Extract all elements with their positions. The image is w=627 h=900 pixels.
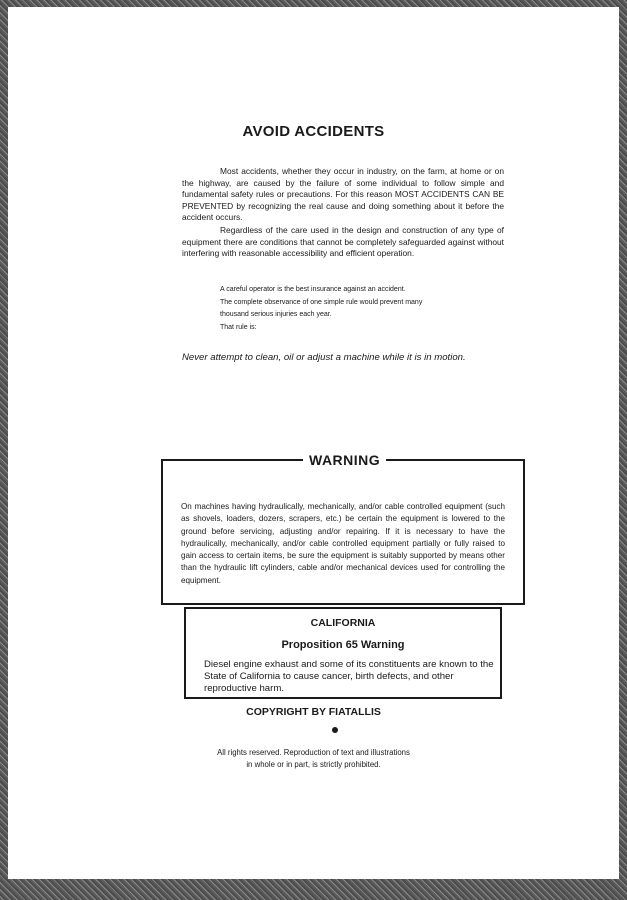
safety-quote	[220, 284, 480, 335]
paragraph-text: Most accidents, whether they occur in industry, on the farm, at home or on the highway, are caused by the failure of some individual to follow simple and fundamental safety rules or precautions. For this reason MOST ACCIDENTS CAN BE PREVENTED by recognizing the real cause and doing something about it before the accident occurs.	[182, 166, 504, 222]
quote-line: The complete observance of one simple rule would prevent many	[220, 298, 423, 306]
paragraph-text: Regardless of the care used in the design and construction of any type of equipment there are conditions that cannot be completely safeguarded against without interfering with reasonable accessibility and efficient operation.	[182, 225, 504, 258]
quote-line: That rule is:	[220, 324, 257, 332]
document-page	[8, 7, 619, 879]
safety-rule: Never attempt to clean, oil or adjust a machine while it is in motion.	[182, 352, 466, 363]
page-title: AVOID ACCIDENTS	[242, 123, 385, 140]
rights-line: All rights reserved. Reproduction of text and illustrations	[217, 748, 410, 757]
rights-line: in whole or in part, is strictly prohibited.	[246, 759, 381, 769]
california-title: CALIFORNIA	[310, 617, 376, 629]
proposition-65-text: Diesel engine exhaust and some of its constituents are known to the State of California to cause cancer, birth defects, and other reproductive harm.	[204, 659, 494, 694]
design-paragraph	[182, 225, 504, 260]
intro-paragraph	[182, 166, 504, 224]
quote-line: thousand serious injuries each year.	[220, 311, 332, 319]
quote-line: A careful operator is the best insurance against an accident.	[220, 286, 406, 293]
rights-notice	[8, 747, 619, 770]
proposition-65-title: Proposition 65 Warning	[281, 639, 405, 651]
california-box	[184, 607, 502, 699]
warning-box	[161, 452, 525, 605]
warning-title: WARNING	[303, 452, 386, 468]
warning-text: On machines having hydraulically, mechanically, and/or cable controlled equipment (such as shovels, loaders, dozers, scrapers, etc.) be certain the equipment is lowered to the ground before servicing, adjusting and/or repairing. If it is necessary to have the hydraulically, mechanically, and/or cable controlled equipment partially or fully raised to gain access to certain items, be sure the equipment is suitably supported by means other than the hydraulic lift cylinders, cable and/or mechanical devices used for controlling the equipment.	[181, 502, 505, 585]
copyright-heading: COPYRIGHT BY FIATALLIS	[246, 706, 381, 718]
bullet-dot-icon	[332, 727, 338, 733]
